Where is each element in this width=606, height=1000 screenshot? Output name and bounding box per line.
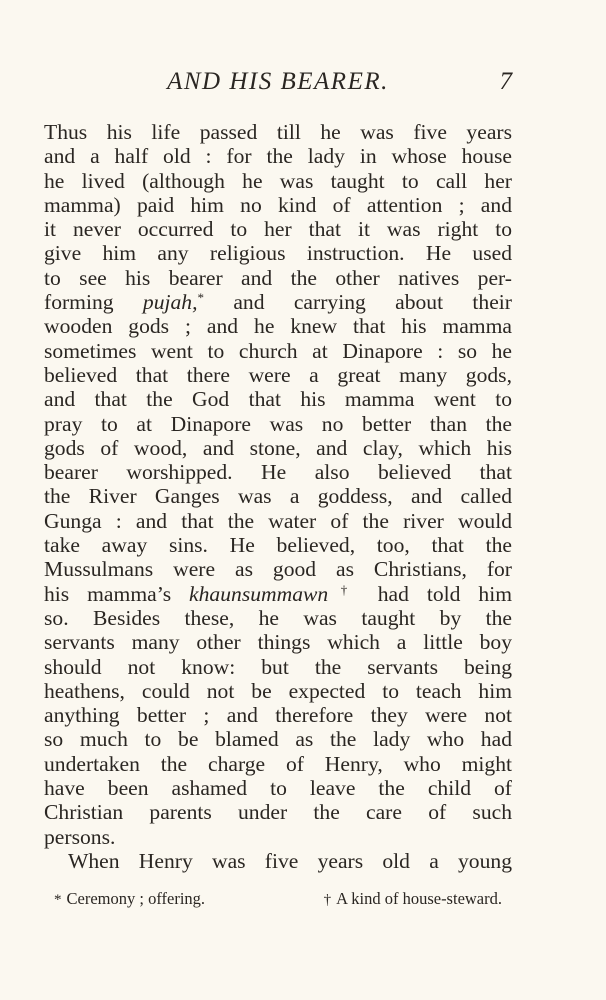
text-line: and a half old : for the lady in whose house [44, 144, 512, 169]
text-line: Christian parents under the care of such [44, 800, 512, 825]
line-text-after: had told him [359, 581, 512, 606]
line-text-before: his mamma’s [44, 581, 190, 606]
text-line-with-footnote [44, 582, 512, 606]
footnote-text: A kind of house-steward. [336, 889, 502, 908]
footnote-ref-mark: † [328, 581, 360, 597]
text-line: it never occurred to her that it was right to [44, 217, 512, 242]
italic-term-pujah: pujah, [142, 290, 198, 315]
footnote-ref-mark: * [197, 290, 204, 306]
text-line: gods of wood, and stone, and clay, which his [44, 435, 512, 460]
footnotes [44, 889, 512, 909]
line-text-after: and carrying about their [204, 290, 512, 315]
text-line: have been ashamed to leave the child of [44, 776, 512, 801]
body-text [44, 120, 512, 873]
footnote-mark: * [54, 892, 62, 908]
text-line: give him any religious instruction. He used [44, 241, 512, 266]
text-line: so much to be blamed as the lady who had [44, 727, 512, 752]
text-line: Mussulmans were as good as Christians, for [44, 557, 512, 582]
text-line: bearer worshipped. He also believed that [44, 460, 512, 485]
text-line: When Henry was five years old a young [68, 848, 512, 873]
text-line: servants many other things which a little boy [44, 630, 512, 655]
text-line: should not know: but the servants being [44, 654, 512, 679]
text-line: he lived (although he was taught to call her [44, 168, 512, 193]
text-line: pray to at Dinapore was no better than the [44, 411, 512, 436]
text-line: to see his bearer and the other natives per- [44, 265, 512, 290]
footnote-mark: † [323, 892, 332, 908]
page-number: 7 [499, 68, 512, 95]
text-line: sometimes went to church at Dinapore : so he [44, 338, 512, 363]
footnote-1 [44, 889, 205, 909]
text-line: Gunga : and that the water of the river would [44, 508, 512, 533]
italic-term-khaunsummawn: khaunsummawn [189, 581, 329, 606]
running-head: AND HIS BEARER. [167, 68, 389, 95]
line-text-before: forming [44, 290, 143, 315]
text-line: wooden gods ; and he knew that his mamma [44, 314, 512, 339]
text-line: heathens, could not be expected to teach him [44, 678, 512, 703]
text-line: believed that there were a great many gods, [44, 362, 512, 387]
text-line: undertaken the charge of Henry, who might [44, 751, 512, 776]
text-line: Thus his life passed till he was five years [44, 120, 512, 144]
footnote-2 [314, 889, 502, 909]
text-line: the River Ganges was a goddess, and called [44, 484, 512, 509]
text-line: persons. [44, 824, 116, 849]
text-line: take away sins. He believed, too, that the [44, 533, 512, 558]
text-line: and that the God that his mamma went to [44, 387, 512, 412]
text-line: anything better ; and therefore they were not [44, 703, 512, 728]
footnote-text: Ceremony ; offering. [66, 889, 206, 908]
text-line-with-footnote [44, 290, 512, 314]
text-line: so. Besides these, he was taught by the [44, 605, 512, 630]
text-line: mamma) paid him no kind of attention ; and [44, 192, 512, 217]
